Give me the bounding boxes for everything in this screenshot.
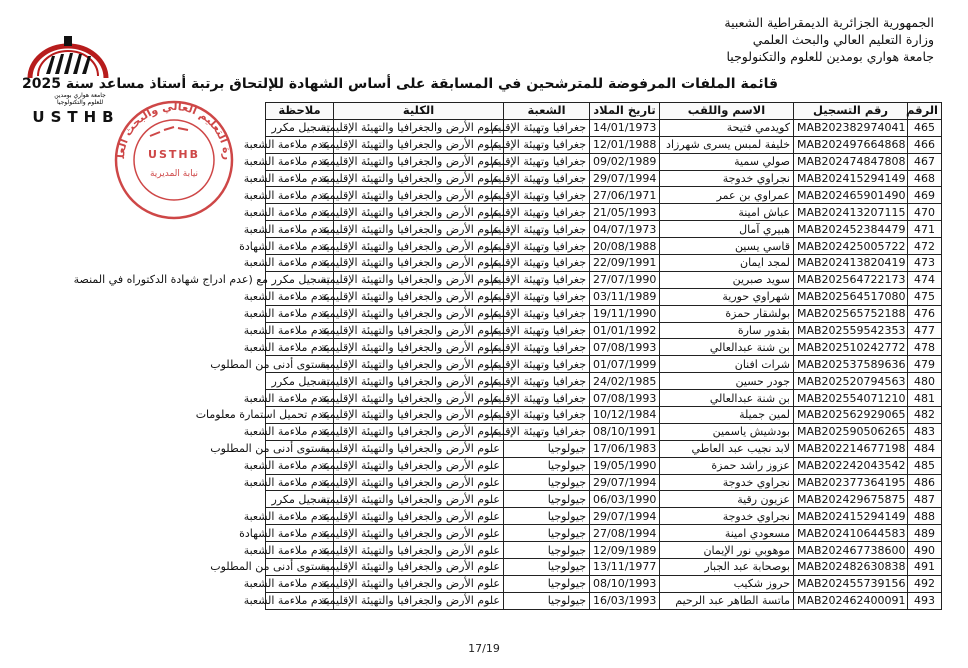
cell-birthdate: 27/07/1990 (590, 271, 660, 288)
table-row (266, 221, 942, 238)
cell-name: شهراوي حورية (660, 288, 794, 305)
cell-registration: MAB202510242772 (794, 339, 908, 356)
cell-specialty: جغرافيا وتهيئة الإقليم (504, 356, 590, 373)
cell-specialty: جغرافيا وتهيئة الإقليم (504, 423, 590, 440)
cell-registration: MAB202410644583 (794, 525, 908, 542)
cell-faculty: علوم الأرض والجغرافيا والتهيئة الإقليمية (334, 153, 504, 170)
cell-num: 480 (908, 373, 942, 390)
col-header-faculty: الكلية (334, 103, 504, 120)
cell-num: 479 (908, 356, 942, 373)
cell-birthdate: 29/07/1994 (590, 474, 660, 491)
header-line-ministry: وزارة التعليم العالي والبحث العلمي (752, 32, 934, 47)
cell-name: ماتسة الطاهر عبد الرحيم (660, 592, 794, 609)
header-line-university: جامعة هواري بومدين للعلوم والتكنولوجيا (726, 49, 934, 64)
cell-faculty: علوم الأرض والجغرافيا والتهيئة الإقليمية (334, 575, 504, 592)
table-header-row (266, 103, 942, 120)
official-stamp (108, 96, 240, 224)
page-number: 17/19 (468, 642, 500, 655)
cell-birthdate: 27/08/1994 (590, 525, 660, 542)
table-row (266, 255, 942, 272)
cell-num: 467 (908, 153, 942, 170)
cell-specialty: جغرافيا وتهيئة الإقليم (504, 119, 590, 136)
cell-birthdate: 01/01/1992 (590, 322, 660, 339)
cell-num: 483 (908, 423, 942, 440)
cell-specialty: جغرافيا وتهيئة الإقليم (504, 170, 590, 187)
cell-faculty: علوم الأرض والجغرافيا والتهيئة الإقليمية (334, 592, 504, 609)
table-row (266, 170, 942, 187)
cell-registration: MAB202537589636 (794, 356, 908, 373)
col-header-note: ملاحظة (266, 103, 334, 120)
cell-name: سويد صبرين (660, 271, 794, 288)
cell-faculty: علوم الأرض والجغرافيا والتهيئة الإقليمية (334, 322, 504, 339)
cell-faculty: علوم الأرض والجغرافيا والتهيئة الإقليمية (334, 407, 504, 424)
cell-faculty: علوم الأرض والجغرافيا والتهيئة الإقليمية (334, 288, 504, 305)
cell-num: 468 (908, 170, 942, 187)
cell-registration: MAB202564722173 (794, 271, 908, 288)
cell-name: خليفة لمبس يسرى شهرزاد (660, 136, 794, 153)
cell-registration: MAB202429675875 (794, 491, 908, 508)
cell-birthdate: 29/07/1994 (590, 170, 660, 187)
cell-note: عدم ملاءمة الشعبة (266, 153, 334, 170)
cell-num: 465 (908, 119, 942, 136)
table-row (266, 559, 942, 576)
cell-name: لمجد ايمان (660, 255, 794, 272)
cell-registration: MAB202462400091 (794, 592, 908, 609)
cell-birthdate: 04/07/1973 (590, 221, 660, 238)
table-row (266, 592, 942, 609)
table-row (266, 153, 942, 170)
cell-specialty: جيولوجيا (504, 559, 590, 576)
table-row (266, 525, 942, 542)
cell-name: عزيون رقية (660, 491, 794, 508)
cell-birthdate: 29/07/1994 (590, 508, 660, 525)
cell-note: مستوى أدنى من المطلوب (266, 356, 334, 373)
cell-note: عدم ملاءمة الشعبة (266, 592, 334, 609)
stamp-outer-text: رة التعليم العالي والبحث العل (113, 99, 235, 161)
cell-note: عدم ملاءمة الشهادة (266, 525, 334, 542)
cell-registration: MAB202559542353 (794, 322, 908, 339)
cell-num: 477 (908, 322, 942, 339)
table-row (266, 575, 942, 592)
cell-specialty: جغرافيا وتهيئة الإقليم (504, 390, 590, 407)
cell-note: عدم ملاءمة الشعبة (266, 204, 334, 221)
table-row (266, 204, 942, 221)
logo-caption: جامعة هواري بومدين للعلوم والتكنولوجيا (54, 92, 106, 106)
cell-note: مستوى أدنى من المطلوب (266, 559, 334, 576)
cell-registration: MAB202452384479 (794, 221, 908, 238)
header-block (724, 14, 934, 65)
cell-birthdate: 22/09/1991 (590, 255, 660, 272)
cell-note: عدم ملاءمة الشعبة (266, 305, 334, 322)
cell-name: عمراوي بن عمر (660, 187, 794, 204)
cell-registration: MAB202467738600 (794, 542, 908, 559)
table-row (266, 288, 942, 305)
col-header-birthdate: تاريخ الملاد (590, 103, 660, 120)
table-row (266, 457, 942, 474)
cell-name: جودر حسين (660, 373, 794, 390)
cell-faculty: علوم الأرض والجغرافيا والتهيئة الإقليمية (334, 542, 504, 559)
cell-birthdate: 03/11/1989 (590, 288, 660, 305)
cell-registration: MAB202382974041 (794, 119, 908, 136)
cell-specialty: جيولوجيا (504, 457, 590, 474)
cell-faculty: علوم الأرض والجغرافيا والتهيئة الإقليمية (334, 525, 504, 542)
cell-note: عدم ملاءمة الشعبة (266, 423, 334, 440)
stamp-seal-icon (108, 96, 240, 224)
cell-birthdate: 07/08/1993 (590, 339, 660, 356)
cell-note: عدم ملاءمة الشعبة (266, 187, 334, 204)
col-header-registration: رقم التسجيل (794, 103, 908, 120)
cell-num: 474 (908, 271, 942, 288)
cell-num: 466 (908, 136, 942, 153)
col-header-specialty: الشعبة (504, 103, 590, 120)
cell-num: 487 (908, 491, 942, 508)
cell-note: مستوى أدنى من المطلوب (266, 440, 334, 457)
cell-name: حروز شكيب (660, 575, 794, 592)
table-row (266, 187, 942, 204)
cell-birthdate: 10/12/1984 (590, 407, 660, 424)
cell-name: بودشيش ياسمين (660, 423, 794, 440)
cell-specialty: جغرافيا وتهيئة الإقليم (504, 153, 590, 170)
cell-note: عدم ملاءمة الشعبة (266, 457, 334, 474)
cell-note: عدم ملاءمة الشعبة (266, 339, 334, 356)
table-row (266, 356, 942, 373)
cell-birthdate: 12/01/1988 (590, 136, 660, 153)
cell-name: بن شنة عبدالعالي (660, 390, 794, 407)
table-row (266, 390, 942, 407)
cell-registration: MAB202425005722 (794, 238, 908, 255)
cell-specialty: جغرافيا وتهيئة الإقليم (504, 339, 590, 356)
cell-num: 469 (908, 187, 942, 204)
stamp-bottom-text: نيابة المديرية (149, 169, 199, 179)
table-row (266, 508, 942, 525)
cell-faculty: علوم الأرض والجغرافيا والتهيئة الإقليمية (334, 221, 504, 238)
table-row (266, 136, 942, 153)
cell-registration: MAB202497664868 (794, 136, 908, 153)
cell-specialty: جيولوجيا (504, 592, 590, 609)
cell-faculty: علوم الأرض والجغرافيا والتهيئة الإقليمية (334, 255, 504, 272)
cell-faculty: علوم الأرض والجغرافيا والتهيئة الإقليمية (334, 119, 504, 136)
cell-num: 481 (908, 390, 942, 407)
cell-birthdate: 24/02/1985 (590, 373, 660, 390)
cell-faculty: علوم الأرض والجغرافيا والتهيئة الإقليمية (334, 491, 504, 508)
cell-registration: MAB202413207115 (794, 204, 908, 221)
cell-name: موهوبي نور الإيمان (660, 542, 794, 559)
cell-num: 486 (908, 474, 942, 491)
cell-note: عدم تحميل استمارة معلومات (266, 407, 334, 424)
cell-faculty: علوم الأرض والجغرافيا والتهيئة الإقليمية (334, 339, 504, 356)
table-row (266, 322, 942, 339)
cell-registration: MAB202564517080 (794, 288, 908, 305)
cell-registration: MAB202474847808 (794, 153, 908, 170)
cell-name: عزوز راشد حمزة (660, 457, 794, 474)
cell-registration: MAB202214677198 (794, 440, 908, 457)
cell-specialty: جغرافيا وتهيئة الإقليم (504, 373, 590, 390)
cell-birthdate: 14/01/1973 (590, 119, 660, 136)
col-header-name: الاسم واللقب (660, 103, 794, 120)
table-row (266, 423, 942, 440)
table-row (266, 491, 942, 508)
cell-registration: MAB202482630838 (794, 559, 908, 576)
cell-num: 485 (908, 457, 942, 474)
cell-registration: MAB202465901490 (794, 187, 908, 204)
cell-faculty: علوم الأرض والجغرافيا والتهيئة الإقليمية (334, 457, 504, 474)
cell-name: بقدور سارة (660, 322, 794, 339)
cell-name: لابد نجيب عبد العاطي (660, 440, 794, 457)
cell-note: عدم ملاءمة الشعبة (266, 322, 334, 339)
cell-registration: MAB202455739156 (794, 575, 908, 592)
cell-name: صولي سمية (660, 153, 794, 170)
cell-name: قاسي يسين (660, 238, 794, 255)
cell-birthdate: 16/03/1993 (590, 592, 660, 609)
cell-name: بن شنة عبدالعالي (660, 339, 794, 356)
cell-num: 490 (908, 542, 942, 559)
cell-name: بولشقار حمزة (660, 305, 794, 322)
cell-note: عدم ملاءمة الشعبة (266, 575, 334, 592)
cell-note: عدم ملاءمة الشعبة (266, 221, 334, 238)
cell-faculty: علوم الأرض والجغرافيا والتهيئة الإقليمية (334, 271, 504, 288)
cell-name: نجراوي خدوجة (660, 508, 794, 525)
document-title: قائمة الملفات المرفوضة للمترشحين في المسابقة على أساس الشهادة للإلتحاق برتبة أستاذ مساعد سنة 2025 (22, 76, 778, 92)
cell-specialty: جيولوجيا (504, 474, 590, 491)
cell-birthdate: 19/05/1990 (590, 457, 660, 474)
header-line-republic: الجمهورية الجزائرية الديمقراطية الشعبية (724, 15, 934, 30)
cell-num: 489 (908, 525, 942, 542)
cell-registration: MAB202413820419 (794, 255, 908, 272)
cell-specialty: جغرافيا وتهيئة الإقليم (504, 255, 590, 272)
cell-specialty: جيولوجيا (504, 440, 590, 457)
logo-abbreviation: USTHB (32, 108, 120, 126)
cell-num: 476 (908, 305, 942, 322)
cell-num: 473 (908, 255, 942, 272)
cell-specialty: جغرافيا وتهيئة الإقليم (504, 322, 590, 339)
cell-note: تسجيل مكرر (266, 373, 334, 390)
table-row (266, 407, 942, 424)
table-row (266, 474, 942, 491)
cell-faculty: علوم الأرض والجغرافيا والتهيئة الإقليمية (334, 356, 504, 373)
cell-faculty: علوم الأرض والجغرافيا والتهيئة الإقليمية (334, 390, 504, 407)
cell-birthdate: 20/08/1988 (590, 238, 660, 255)
cell-registration: MAB202242043542 (794, 457, 908, 474)
cell-faculty: علوم الأرض والجغرافيا والتهيئة الإقليمية (334, 305, 504, 322)
cell-faculty: علوم الأرض والجغرافيا والتهيئة الإقليمية (334, 238, 504, 255)
cell-birthdate: 17/06/1983 (590, 440, 660, 457)
cell-specialty: جغرافيا وتهيئة الإقليم (504, 187, 590, 204)
cell-note: عدم ملاءمة الشعبة (266, 170, 334, 187)
cell-birthdate: 19/11/1990 (590, 305, 660, 322)
cell-registration: MAB202377364195 (794, 474, 908, 491)
stamp-inner-text: USTHB (148, 148, 200, 161)
cell-note: عدم ملاءمة الشعبة (266, 542, 334, 559)
cell-note: تسجيل مكرر (266, 491, 334, 508)
cell-specialty: جغرافيا وتهيئة الإقليم (504, 136, 590, 153)
col-header-num: الرقم (908, 103, 942, 120)
table-row (266, 373, 942, 390)
cell-birthdate: 06/03/1990 (590, 491, 660, 508)
cell-note: عدم ملاءمة الشعبة (266, 390, 334, 407)
cell-specialty: جغرافيا وتهيئة الإقليم (504, 305, 590, 322)
cell-specialty: جغرافيا وتهيئة الإقليم (504, 238, 590, 255)
cell-name: هبيري آمال (660, 221, 794, 238)
cell-faculty: علوم الأرض والجغرافيا والتهيئة الإقليمية (334, 373, 504, 390)
table-row (266, 542, 942, 559)
cell-birthdate: 21/05/1993 (590, 204, 660, 221)
cell-faculty: علوم الأرض والجغرافيا والتهيئة الإقليمية (334, 440, 504, 457)
cell-name: شرات افنان (660, 356, 794, 373)
cell-num: 484 (908, 440, 942, 457)
cell-registration: MAB202415294149 (794, 170, 908, 187)
cell-num: 493 (908, 592, 942, 609)
cell-birthdate: 13/11/1977 (590, 559, 660, 576)
cell-note: عدم ملاءمة الشعبة (266, 136, 334, 153)
cell-birthdate: 12/09/1989 (590, 542, 660, 559)
cell-faculty: علوم الأرض والجغرافيا والتهيئة الإقليمية (334, 474, 504, 491)
cell-faculty: علوم الأرض والجغرافيا والتهيئة الإقليمية (334, 136, 504, 153)
cell-birthdate: 09/02/1989 (590, 153, 660, 170)
cell-name: نجراوي خدوجة (660, 170, 794, 187)
cell-num: 478 (908, 339, 942, 356)
cell-specialty: جغرافيا وتهيئة الإقليم (504, 204, 590, 221)
cell-specialty: جغرافيا وتهيئة الإقليم (504, 288, 590, 305)
cell-num: 488 (908, 508, 942, 525)
cell-note: عدم ملاءمة الشعبة (266, 508, 334, 525)
table-row (266, 440, 942, 457)
cell-birthdate: 08/10/1993 (590, 575, 660, 592)
cell-birthdate: 07/08/1993 (590, 390, 660, 407)
cell-faculty: علوم الأرض والجغرافيا والتهيئة الإقليمية (334, 187, 504, 204)
cell-name: عباش امينة (660, 204, 794, 221)
cell-faculty: علوم الأرض والجغرافيا والتهيئة الإقليمية (334, 204, 504, 221)
cell-num: 472 (908, 238, 942, 255)
cell-birthdate: 01/07/1999 (590, 356, 660, 373)
cell-num: 482 (908, 407, 942, 424)
cell-specialty: جيولوجيا (504, 508, 590, 525)
cell-registration: MAB202554071210 (794, 390, 908, 407)
cell-faculty: علوم الأرض والجغرافيا والتهيئة الإقليمية (334, 170, 504, 187)
cell-specialty: جغرافيا وتهيئة الإقليم (504, 221, 590, 238)
cell-registration: MAB202562929065 (794, 407, 908, 424)
cell-note: تسجيل مكرر مع (عدم ادراج شهادة الدكتوراه في المنصة (266, 271, 334, 288)
cell-name: لمين جميلة (660, 407, 794, 424)
cell-registration: MAB202520794563 (794, 373, 908, 390)
cell-name: بوصحابة عبد الجبار (660, 559, 794, 576)
cell-num: 492 (908, 575, 942, 592)
cell-faculty: علوم الأرض والجغرافيا والتهيئة الإقليمية (334, 508, 504, 525)
cell-specialty: جيولوجيا (504, 525, 590, 542)
cell-specialty: جيولوجيا (504, 491, 590, 508)
table-row (266, 238, 942, 255)
cell-specialty: جغرافيا وتهيئة الإقليم (504, 407, 590, 424)
cell-registration: MAB202590506265 (794, 423, 908, 440)
cell-specialty: جيولوجيا (504, 575, 590, 592)
cell-num: 470 (908, 204, 942, 221)
cell-specialty: جيولوجيا (504, 542, 590, 559)
cell-note: عدم ملاءمة الشعبة (266, 255, 334, 272)
cell-birthdate: 08/10/1991 (590, 423, 660, 440)
cell-registration: MAB202565752188 (794, 305, 908, 322)
cell-registration: MAB202415294149 (794, 508, 908, 525)
cell-specialty: جغرافيا وتهيئة الإقليم (504, 271, 590, 288)
cell-name: نجراوي خدوجة (660, 474, 794, 491)
cell-faculty: علوم الأرض والجغرافيا والتهيئة الإقليمية (334, 559, 504, 576)
table-row (266, 339, 942, 356)
cell-note: عدم ملاءمة الشعبة (266, 474, 334, 491)
table-row (266, 119, 942, 136)
cell-name: مسعودي امينة (660, 525, 794, 542)
table-row (266, 271, 942, 288)
cell-faculty: علوم الأرض والجغرافيا والتهيئة الإقليمية (334, 423, 504, 440)
cell-note: عدم ملاءمة الشهادة (266, 238, 334, 255)
cell-num: 471 (908, 221, 942, 238)
cell-note: عدم ملاءمة الشعبة (266, 288, 334, 305)
table-row (266, 305, 942, 322)
cell-num: 475 (908, 288, 942, 305)
cell-num: 491 (908, 559, 942, 576)
cell-birthdate: 27/06/1971 (590, 187, 660, 204)
cell-name: كويدمي فتيحة (660, 119, 794, 136)
cell-note: تسجيل مكرر (266, 119, 334, 136)
